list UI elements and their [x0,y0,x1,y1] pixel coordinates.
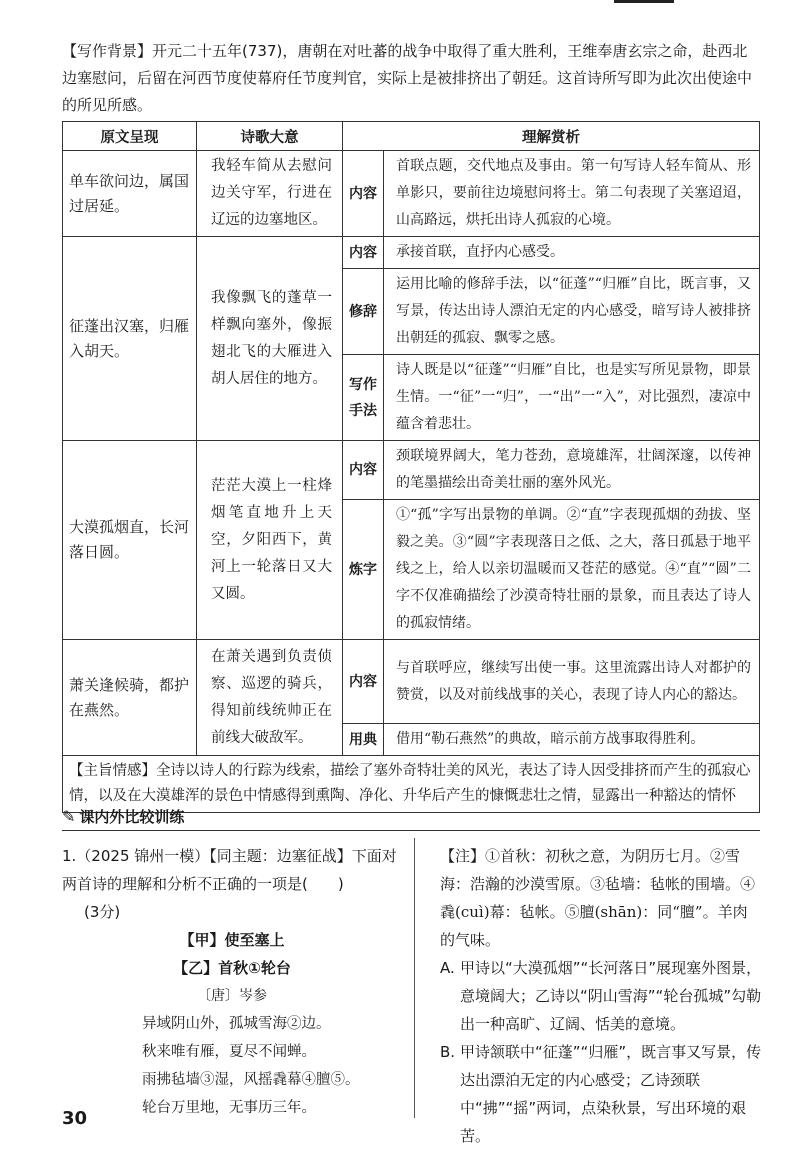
option-text: 甲诗颔联中“征蓬”“归雁”，既言事又写景，传达出漂泊无定的内心感受；乙诗颈联中“拂”“摇”两词，点染秋景，写出环境的艰苦。 [460,1043,762,1145]
writing-background: 【写作背景】开元二十五年(737)，唐朝在对吐蕃的战争中取得了重大胜利，王维奉唐玄宗之命，赴西北边塞慰问，后留在河西节度使幕府任节度判官，实际上是被排挤出了朝廷。这首诗所写即为此次出使途中的所见所感。 [62,42,753,114]
aspect-label: 内容 [343,237,384,269]
question-score: (3分) [84,903,121,921]
table-row [63,151,760,237]
option-text: 甲诗以“大漠孤烟”“长河落日”展现塞外图景，意境阔大；乙诗以“阴山雪海”“轮台孤城”勾勒出一种高旷、辽阔、恬美的意境。 [460,959,762,1033]
pen-icon: ✎ [62,807,76,826]
notes-and-options [440,842,762,1150]
aspect-text: ①“孤”字写出景物的单调。②“直”字表现孤烟的劲拔、坚毅之美。③“圆”字表现落日之低、之大，落日孤悬于地平线之上，给人以亲切温暖而又苍茫的感觉。④“直”“圆”二字不仅准确描绘了沙漠奇特壮丽的景象，而且表达了诗人的孤寂情绪。 [384,500,760,640]
aspect-text: 与首联呼应，继续写出使一事。这里流露出诗人对都护的赞赏，以及对前线战事的关心，表现了诗人内心的豁达。 [384,640,760,724]
section-title: 课内外比较训练 [79,808,185,826]
poem-b-title: 【乙】首秋①轮台 [173,959,291,977]
table-row [63,237,760,269]
top-rule [614,0,674,3]
question-block [62,842,402,1122]
header-meaning: 诗歌大意 [197,122,343,151]
aspect-label: 修辞 [343,269,384,355]
option-label: A. [440,959,455,977]
aspect-label: 炼字 [343,500,384,640]
aspect-label: 用典 [343,724,384,756]
option-label: B. [440,1043,456,1061]
aspect-label: 写作手法 [343,355,384,441]
aspect-text: 承接首联，直抒内心感受。 [384,237,760,269]
table-row [63,640,760,724]
analysis-table [62,121,760,813]
theme-summary: 【主旨情感】全诗以诗人的行踪为线索，描绘了塞外奇特壮美的风光，表达了诗人因受排挤而产生的孤寂心情，以及在大漠雄浑的景色中情感得到熏陶、净化、升华后产生的慷慨悲壮之情，显露出一种豁达的情怀 [63,756,760,813]
aspect-label: 内容 [343,640,384,724]
aspect-text: 运用比喻的修辞手法，以“征蓬”“归雁”自比，既言事，又写景，传达出诗人漂泊无定的内心感受，暗写诗人被排挤出朝廷的孤寂、飘零之感。 [384,269,760,355]
option-b[interactable] [440,1038,762,1150]
poem-line: 雨拂毡墙③湿，风摇毳幕④膻⑤。 [142,1072,360,1088]
column-divider [414,838,415,1118]
poem-line: 轮台万里地，无事历三年。 [142,1100,316,1116]
aspect-label: 内容 [343,151,384,237]
original-text: 征蓬出汉塞，归雁入胡天。 [63,237,197,441]
table-header-row [63,122,760,151]
aspect-text: 借用“勒石燕然”的典故，暗示前方战事取得胜利。 [384,724,760,756]
aspect-text: 颈联境界阔大，笔力苍劲，意境雄浑，壮阔深邃，以传神的笔墨描绘出奇美壮丽的塞外风光。 [384,441,760,500]
summary-row [63,756,760,813]
meaning-text: 茫茫大漠上一柱烽烟笔直地升上天空，夕阳西下，黄河上一轮落日又大又圆。 [197,441,343,640]
option-a[interactable] [440,954,762,1038]
meaning-text: 我像飘飞的蓬草一样飘向塞外，像振翅北飞的大雁进入胡人居住的地方。 [197,237,343,441]
original-text: 萧关逢候骑，都护在燕然。 [63,640,197,756]
poem-a-title: 【甲】使至塞上 [179,931,285,949]
question-stem: 1.（2025 锦州一模）【同主题：边塞征战】下面对两首诗的理解和分析不正确的一项是( ) [62,847,397,893]
table-row [63,441,760,500]
annotation-note: 【注】①首秋：初秋之意，为阴历七月。②雪海：浩瀚的沙漠雪原。③毡墙：毡帐的围墙。④毳(cuì)幕：毡帐。⑤膻(shān)：同“膻”。羊肉的气味。 [440,847,756,949]
aspect-label: 内容 [343,441,384,500]
meaning-text: 在萧关遇到负责侦察、巡逻的骑兵，得知前线统帅正在前线大破敌军。 [197,640,343,756]
original-text: 大漠孤烟直，长河落日圆。 [63,441,197,640]
aspect-text: 首联点题，交代地点及事由。第一句写诗人轻车简从、形单影只，要前往边境慰问将士。第二句表现了关塞迢迢，山高路远，烘托出诗人孤寂的心境。 [384,151,760,237]
page-number: 30 [62,1108,88,1129]
header-original: 原文呈现 [63,122,197,151]
aspect-text: 诗人既是以“征蓬”“归雁”自比，也是实写所见景物，即景生情。一“征”一“归”，一“出”一“入”，对比强烈，凄凉中蕴含着悲壮。 [384,355,760,441]
poem-author: 〔唐〕岑参 [197,988,267,1004]
original-text: 单车欲问边，属国过居延。 [63,151,197,237]
meaning-text: 我轻车简从去慰问边关守军，行进在辽远的边塞地区。 [197,151,343,237]
section-header [62,806,760,831]
header-appreciation: 理解赏析 [343,122,760,151]
poem-line: 秋来唯有雁，夏尽不闻蝉。 [142,1044,316,1060]
poem-line: 异域阴山外，孤城雪海②边。 [142,1016,331,1032]
